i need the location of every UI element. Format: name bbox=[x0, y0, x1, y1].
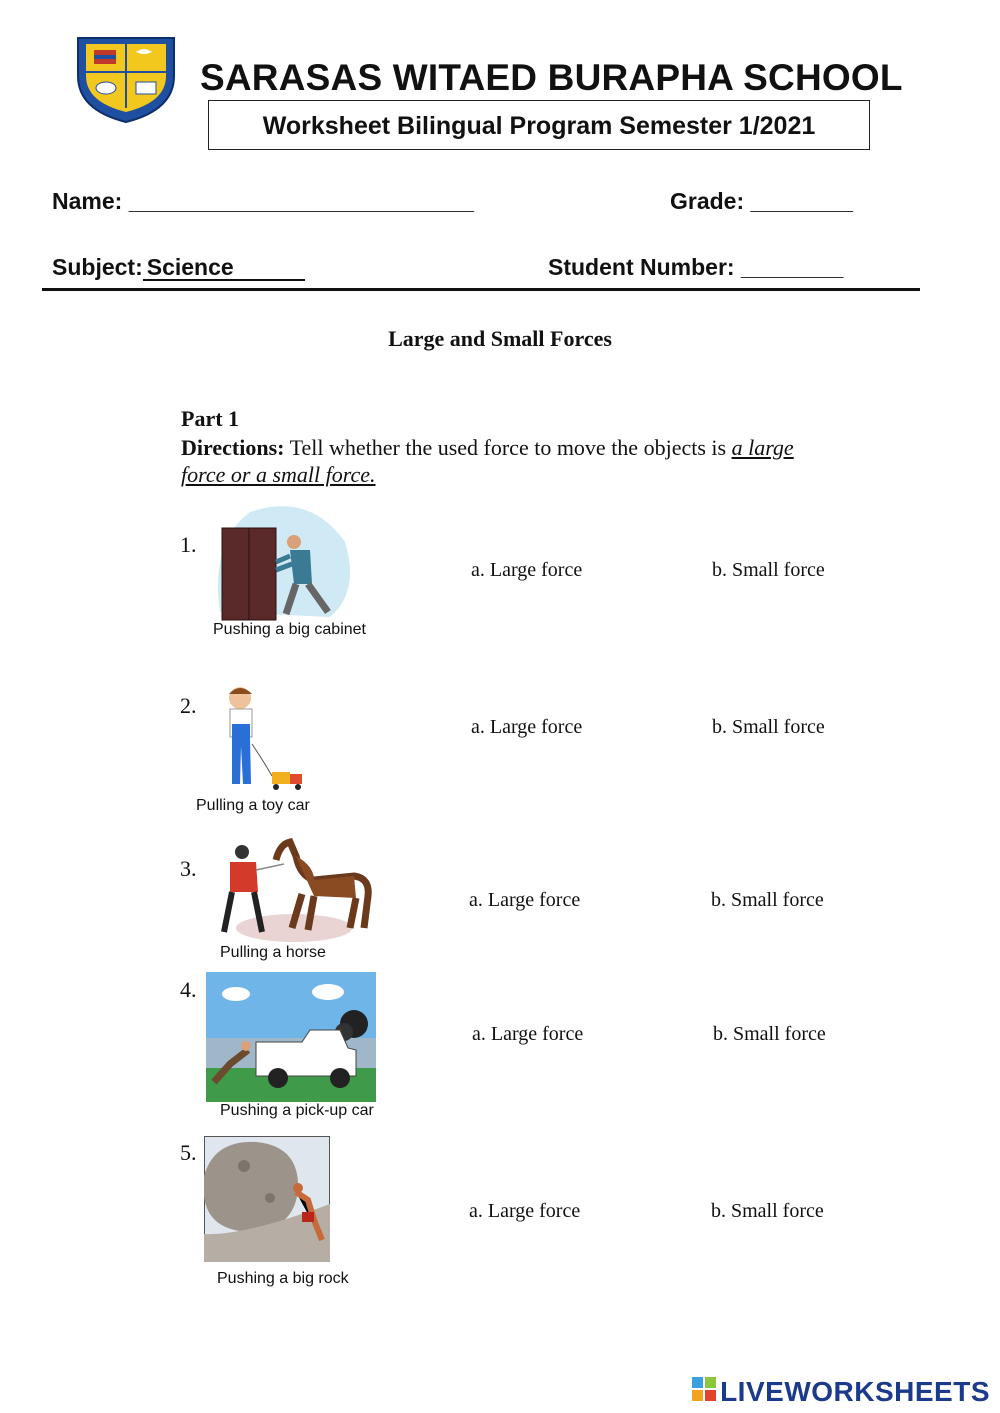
option-b-small-force[interactable]: b. Small force bbox=[712, 716, 825, 738]
toy-car-pull-image bbox=[216, 684, 306, 798]
item-caption: Pushing a big cabinet bbox=[213, 621, 366, 638]
cabinet-push-image bbox=[210, 502, 356, 622]
name-field[interactable] bbox=[52, 188, 474, 215]
subject-field bbox=[52, 254, 305, 281]
option-b-small-force[interactable]: b. Small force bbox=[711, 1200, 824, 1222]
name-label: Name: bbox=[52, 188, 123, 214]
worksheet-subtitle: Worksheet Bilingual Program Semester 1/2021 bbox=[208, 100, 870, 150]
grade-blank[interactable]: ________ bbox=[750, 188, 853, 214]
subject-label: Subject: bbox=[52, 254, 143, 280]
part-heading: Part 1 bbox=[181, 406, 240, 431]
school-name: SARASAS WITAED BURAPHA SCHOOL bbox=[200, 57, 903, 98]
subject-value: Science bbox=[143, 255, 305, 281]
option-a-large-force[interactable]: a. Large force bbox=[471, 716, 583, 738]
item-caption: Pushing a pick-up car bbox=[220, 1102, 374, 1119]
item-number: 2. bbox=[180, 693, 197, 718]
item-number: 3. bbox=[180, 856, 197, 881]
student-number-field[interactable] bbox=[548, 254, 843, 281]
liveworksheets-brand bbox=[692, 1376, 990, 1408]
option-b-small-force[interactable]: b. Small force bbox=[713, 1023, 826, 1045]
rock-push-image bbox=[204, 1136, 330, 1262]
item-caption: Pulling a horse bbox=[220, 944, 326, 961]
option-b-small-force[interactable]: b. Small force bbox=[711, 889, 824, 911]
option-a-large-force[interactable]: a. Large force bbox=[469, 889, 581, 911]
grade-label: Grade: bbox=[670, 188, 745, 214]
item-number: 5. bbox=[180, 1140, 197, 1165]
option-a-large-force[interactable]: a. Large force bbox=[471, 559, 583, 581]
item-number: 4. bbox=[180, 977, 197, 1002]
student-number-label: Student Number: bbox=[548, 254, 735, 280]
directions-emphasis-2: force or a small force. bbox=[181, 462, 376, 487]
directions-text: Tell whether the used force to move the objects is bbox=[289, 435, 727, 460]
horse-pull-image bbox=[214, 836, 378, 946]
student-number-blank[interactable]: ________ bbox=[740, 254, 844, 280]
option-a-large-force[interactable]: a. Large force bbox=[472, 1023, 584, 1045]
directions-label: Directions: bbox=[181, 435, 285, 460]
option-a-large-force[interactable]: a. Large force bbox=[469, 1200, 581, 1222]
brand-text: LIVEWORKSHEETS bbox=[720, 1376, 990, 1407]
liveworksheets-logo-icon bbox=[692, 1376, 716, 1408]
header-divider bbox=[42, 288, 920, 291]
item-number: 1. bbox=[180, 532, 197, 557]
item-caption: Pulling a toy car bbox=[196, 797, 310, 814]
pickup-push-image bbox=[206, 972, 376, 1102]
item-caption: Pushing a big rock bbox=[217, 1270, 349, 1287]
name-blank[interactable]: ___________________________ bbox=[128, 188, 475, 214]
directions bbox=[181, 434, 871, 488]
directions-emphasis-1: a large bbox=[731, 435, 794, 460]
worksheet-title: Large and Small Forces bbox=[388, 326, 612, 351]
school-crest-logo bbox=[70, 28, 182, 124]
grade-field[interactable] bbox=[670, 188, 853, 215]
option-b-small-force[interactable]: b. Small force bbox=[712, 559, 825, 581]
